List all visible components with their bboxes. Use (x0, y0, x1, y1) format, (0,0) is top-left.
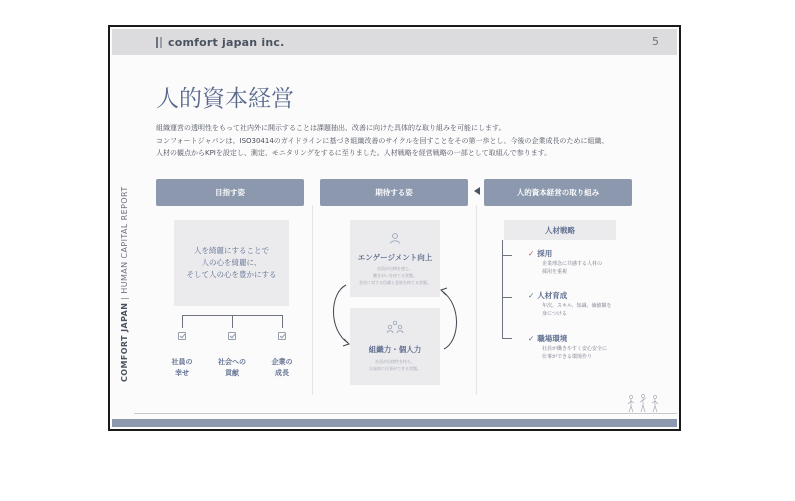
check-icon: ✓ (528, 334, 535, 343)
intro-line: 人材の観点からKPIを設定し、測定、モニタリングをするに至りました。人材戦略を経営戦略の一部として取組んで参ります。 (156, 149, 552, 157)
item-development-desc: 年次、スキル、知識、価値観を 身につける (542, 303, 612, 317)
engagement-title: エンゲージメント向上 (357, 253, 433, 262)
item-workplace-desc: 社員が働きやすく安心安全に 仕事ができる環境作り (542, 346, 608, 360)
column-header-goal: 目指す姿 (156, 179, 304, 206)
engagement-box (350, 220, 440, 297)
intro-line: 組織運営の透明性をもって社内外に開示することは課題抽出、改善に向けた具体的な取り組みを可能にします。 (156, 124, 506, 132)
side-label-separator: | (120, 293, 129, 303)
hr-strategy-label: 人材戦略 (504, 220, 616, 240)
bracket-tick (502, 297, 512, 298)
column-divider (476, 205, 477, 395)
item-development-title: 人材育成 (537, 291, 568, 300)
page-title: 人的資本経営 (156, 86, 294, 112)
check-icon (178, 332, 186, 340)
side-label-company: COMFORT JAPAN (120, 302, 129, 382)
item-workplace (528, 333, 567, 344)
side-label (120, 182, 129, 382)
vision-tree (180, 315, 290, 345)
leaf-social-contribution: 社会への 貢献 (218, 358, 246, 377)
people-illustration-icon (625, 392, 665, 414)
page-number: 5 (652, 35, 659, 48)
vision-box (174, 220, 289, 306)
organization-title: 組織力・個人力 (368, 345, 422, 354)
leaf-employee-happiness: 社員の 幸せ (171, 358, 193, 377)
engagement-desc: 社員が自律を感じ、 働きがいを持てる状態。 会社に対する信頼と意欲を持てる状態。 (359, 266, 431, 285)
item-workplace-title: 職場環境 (537, 334, 568, 343)
bracket-tick (502, 255, 512, 256)
header-bar (112, 29, 677, 55)
check-icon: ✓ (528, 291, 535, 300)
column-divider (312, 205, 313, 395)
intro-line: コンフォートジャパンは、ISO30414のガイドラインに基づき組織改善のサイクルを回すことをその第一歩とし、今後の企業成長のために組織、 (156, 136, 609, 145)
group-icon (386, 320, 404, 334)
check-icon: ✓ (528, 249, 535, 258)
logo-text: comfort japan inc. (168, 35, 285, 49)
logo-mark-icon (156, 37, 162, 48)
footer-line (134, 413, 677, 414)
organization-box (350, 308, 440, 385)
leaf-company-growth: 企業の 成長 (271, 358, 293, 377)
item-recruitment (528, 248, 552, 259)
bracket-tick (502, 338, 512, 339)
person-icon (389, 232, 401, 244)
item-recruitment-title: 採用 (537, 249, 553, 258)
side-label-report: HUMAN CAPITAL REPORT (120, 186, 129, 294)
vision-text: 人を綺麗にすることで 人の心を綺麗に、 そして人の心を豊かにする (186, 246, 277, 279)
item-recruitment-desc: 企業理念に共感する人材の 採用を重視 (542, 261, 603, 275)
arrow-left-icon (474, 187, 480, 195)
item-development (528, 290, 567, 301)
column-header-initiatives: 人的資本経営の取り組み (484, 179, 632, 206)
organization-desc: 社員が自律性を持ち、 自発的に仕事ができる状態。 (369, 359, 421, 371)
check-icon (278, 332, 286, 340)
intro-text (156, 122, 661, 160)
check-icon (228, 332, 236, 340)
column-header-expected: 期待する姿 (320, 179, 468, 206)
footer-bar (112, 419, 677, 427)
slide (108, 25, 681, 431)
